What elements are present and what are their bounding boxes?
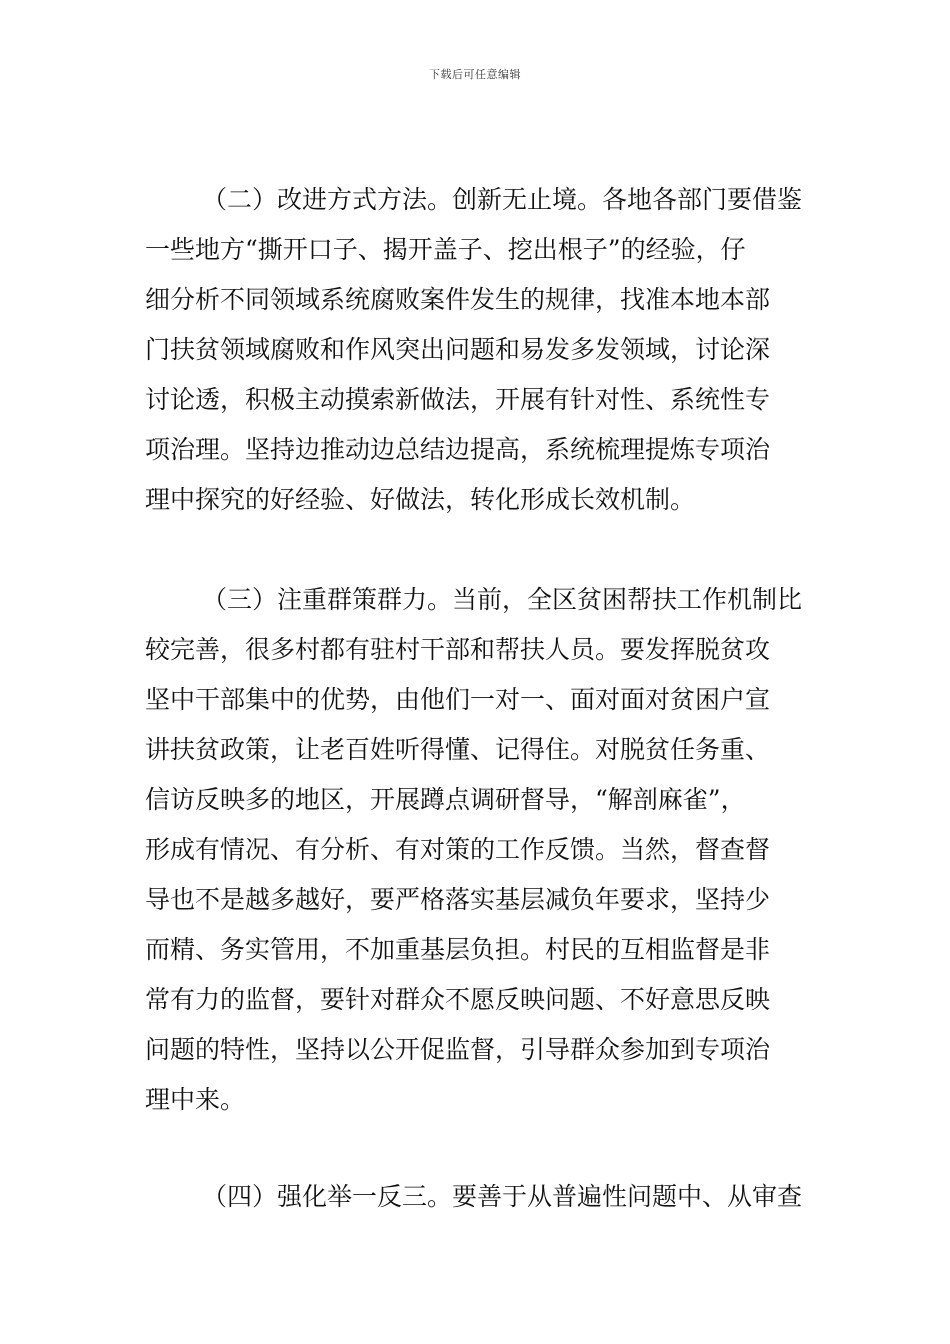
paragraph-draw-inferences xyxy=(145,1172,810,1222)
paragraph-line: 坚中干部集中的优势，由他们一对一、面对面对贫困户宣 xyxy=(145,685,771,714)
paragraph-line: 项治理。坚持边推动边总结边提高，系统梳理提炼专项治 xyxy=(145,435,771,464)
paragraph-collective-effort xyxy=(145,575,810,1125)
paragraph-line: （二）改进方式方法。创新无止境。各地各部门要借鉴 xyxy=(202,185,803,214)
paragraph-line: （四）强化举一反三。要善于从普遍性问题中、从审查 xyxy=(202,1182,803,1211)
paragraph-line: 常有力的监督，要针对群众不愿反映问题、不好意思反映 xyxy=(145,985,771,1014)
paragraph-improve-methods xyxy=(145,175,810,525)
paragraph-line: 形成有情况、有分析、有对策的工作反馈。当然，督查督 xyxy=(145,835,771,864)
paragraph-line: 问题的特性，坚持以公开促监督，引导群众参加到专项治 xyxy=(145,1035,771,1064)
paragraph-line: 讨论透，积极主动摸索新做法，开展有针对性、系统性专 xyxy=(145,385,771,414)
paragraph-line: 信访反映多的地区，开展蹲点调研督导，“解剖麻雀”， xyxy=(145,785,746,814)
paragraph-line: 细分析不同领域系统腐败案件发生的规律，找准本地本部 xyxy=(145,285,771,314)
paragraph-line: 一些地方“撕开口子、揭开盖子、挖出根子”的经验，仔 xyxy=(145,235,746,264)
paragraph-line: 讲扶贫政策，让老百姓听得懂、记得住。对脱贫任务重、 xyxy=(145,735,771,764)
paragraph-line: 理中探究的好经验、好做法，转化形成长效机制。 xyxy=(145,485,696,514)
paragraph-line: 门扶贫领域腐败和作风突出问题和易发多发领域，讨论深 xyxy=(145,335,771,364)
paragraph-line: 导也不是越多越好，要严格落实基层减负年要求，坚持少 xyxy=(145,885,771,914)
paragraph-line: 而精、务实管用，不加重基层负担。村民的互相监督是非 xyxy=(145,935,771,964)
paragraph-line: 较完善，很多村都有驻村干部和帮扶人员。要发挥脱贫攻 xyxy=(145,635,771,664)
page-header-note: 下载后可任意编辑 xyxy=(429,68,521,81)
paragraph-line: 理中来。 xyxy=(145,1085,246,1114)
paragraph-line: （三）注重群策群力。当前，全区贫困帮扶工作机制比 xyxy=(202,585,803,614)
